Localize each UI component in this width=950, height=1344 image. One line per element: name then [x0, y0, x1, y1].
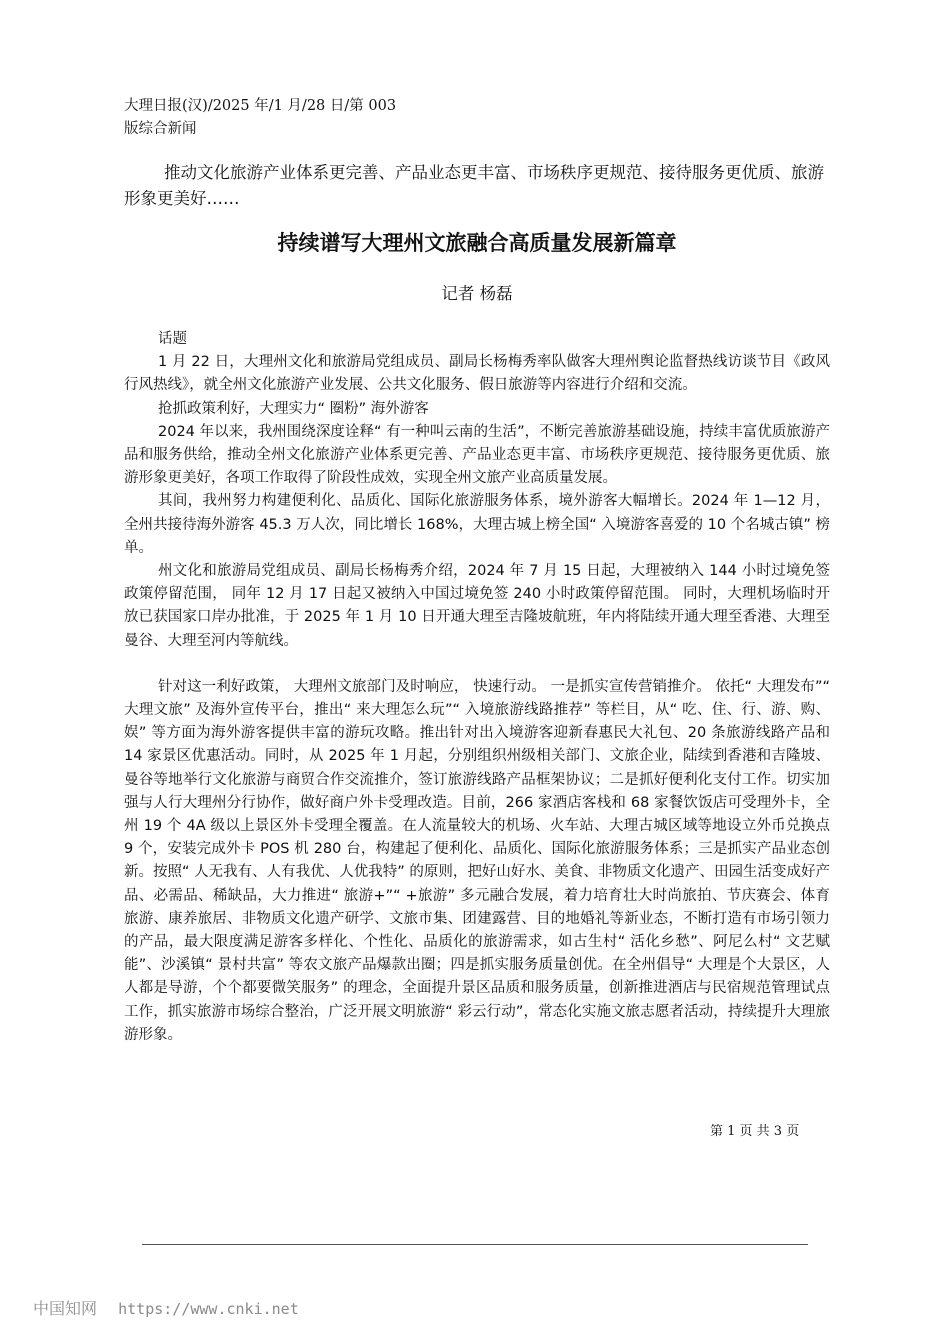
cnki-logo-text: 中国知网 — [33, 1299, 98, 1318]
article-byline: 记者 杨磊 — [441, 284, 513, 303]
paragraph: 话题 — [158, 331, 187, 347]
article-body — [124, 328, 830, 1047]
paragraph: 其间，我州努力构建便利化、品质化、国际化旅游服务体系，境外游客大幅增长。2024 年 1—12 月，全州共接待海外游客 45.3 万人次，同比增长 168%，大理古城上榜全国“ 入境游客喜爱的 10 个名城古镇” 榜单。 — [124, 493, 830, 556]
footer-divider — [142, 1244, 808, 1245]
source-line: 大理日报(汉)/2025 年/1 月/28 日/第 003 — [124, 98, 397, 114]
source-info — [124, 95, 424, 141]
footer-url[interactable]: https://www.cnki.net — [118, 1300, 299, 1318]
paragraph: 2024 年以来，我州围绕深度诠释“ 有一种叫云南的生活”，不断完善旅游基础设施，持续丰富优质旅游产品和服务供给，推动全州文化旅游产业体系更完善、产品业态更丰富、市场秩序更规范、接待服务更优质、旅游形象更美好，各项工作取得了阶段性成效，实现全州文旅产业高质量发展。 — [124, 423, 830, 487]
source-line: 版综合新闻 — [124, 121, 197, 137]
paragraph: 1 月 22 日，大理州文化和旅游局党组成员、副局长杨梅秀率队做客大理州舆论监督热线访谈节目《政风行风热线》，就全州文化旅游产业发展、公共文化服务、假日旅游等内容进行介绍和交流。 — [124, 354, 830, 394]
paragraph: 州文化和旅游局党组成员、副局长杨梅秀介绍，2024 年 7 月 15 日起，大理被纳入 144 小时过境免签政策停留范围， 同年 12 月 17 日起又被纳入中国过境免签 240 小时政策停留范围。 同时，大理机场临时开放已获国家口岸办批准，于 2025 年 1 月 10 日开通大理至吉隆坡航班，年内将陆续开通大理至香港、大理至曼谷、大理至河内等航线。 — [124, 563, 830, 649]
paragraph: 针对这一利好政策， 大理州文旅部门及时响应， 快速行动。 一是抓实宣传营销推介。 依托“ 大理发布”“ 大理文旅” 及海外宣传平台，推出“ 来大理怎么玩”“ 入境旅游线路推荐” 等栏目，从“ 吃、住、行、游、购、娱” 等方面为海外游客提供丰富的游玩攻略。推出针对出入境游客迎新春惠民大礼包、20 条旅游线路产品和 14 家景区优惠活动。同时，从 2025 年 1 月起，分别组织州级相关部门、文旅企业，陆续到香港和吉隆坡、曼谷等地举行文化旅游与商贸合作交流推介，签订旅游线路产品框架协议；二是抓好便利化支付工作。切实加强与人行大理州分行协作，做好商户外卡受理改造。目前，266 家酒店客栈和 68 家餐饮饭店可受理外卡，全州 19 个 4A 级以上景区外卡受理全覆盖。在人流量较大的机场、火车站、大理古城区域等地设立外币兑换点 9 个，安装完成外卡 POS 机 280 台，构建起了便利化、品质化、国际化旅游服务体系；三是抓实产品业态创新。按照“ 人无我有、人有我优、人优我特” 的原则，把好山好水、美食、非物质文化遗产、田园生活变成好产品、必需品、稀缺品，大力推进“ 旅游+”“ +旅游” 多元融合发展，着力培育壮大时尚旅拍、节庆赛会、体育旅游、康养旅居、非物质文化遗产研学、文旅市集、团建露营、目的地婚礼等新业态，不断打造有市场引领力的产品，最大限度满足游客多样化、个性化、品质化的旅游需求，如古生村“ 活化乡愁”、阿尼么村“ 文艺赋能”、沙溪镇“ 景村共富” 等农文旅产品爆款出圈；四是抓实服务质量创优。在全州倡导“ 大理是个大景区，人人都是导游，个个都要微笑服务” 的理念，全面提升景区品质和服务质量，创新推进酒店与民宿规范管理试点工作，抓实旅游市场综合整治，广泛开展文明旅游“ 彩云行动”，常态化实施文旅志愿者活动，持续提升大理旅游形象。 — [124, 678, 831, 1043]
page-number: 第 1 页 共 3 页 — [710, 1124, 800, 1139]
paragraph: 抢抓政策利好，大理实力“ 圈粉” 海外游客 — [158, 400, 429, 417]
article-subtitle: 推动文化旅游产业体系更完善、产品业态更丰富、市场秩序更规范、接待服务更优质、旅游形象更美好…… — [124, 163, 824, 208]
article-title: 持续谱写大理州文旅融合高质量发展新篇章 — [277, 231, 677, 255]
footer — [33, 1296, 299, 1319]
